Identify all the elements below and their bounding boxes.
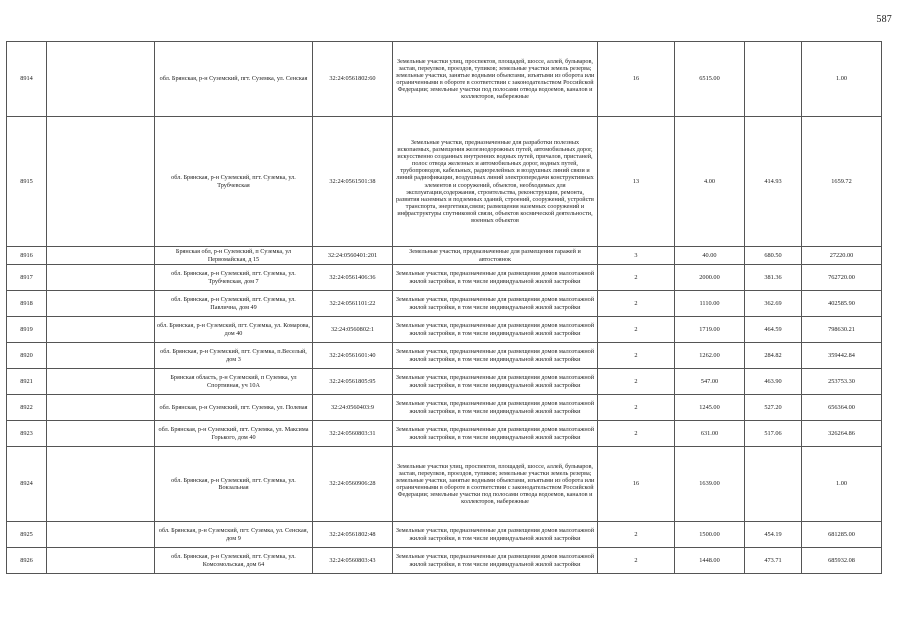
cadastral-number-cell: 32:24:0561501:38	[313, 117, 393, 247]
land-use-cell: Земельные участки, предназначенные для размещения домов малоэтажной жилой застройки, в том числе индивидуальной жилой застройки	[393, 522, 598, 548]
page-number: 587	[876, 14, 892, 25]
blank-cell	[47, 395, 155, 421]
blank-cell	[47, 548, 155, 574]
land-use-cell: Земельные участки, предназначенные для размещения домов малоэтажной жилой застройки, в том числе индивидуальной жилой застройки	[393, 265, 598, 291]
land-use-cell: Земельные участки, предназначенные для размещения гаражей и автостоянок	[393, 247, 598, 265]
blank-cell	[47, 265, 155, 291]
area-cell: 631.00	[675, 421, 745, 447]
area-cell: 1500.00	[675, 522, 745, 548]
unit-value-cell: 463.90	[745, 369, 802, 395]
address-cell: обл. Брянская, р-н Суземский, пгт. Суземка, ул. Максима Горького, дом 40	[155, 421, 313, 447]
area-cell: 4.00	[675, 117, 745, 247]
unit-value-cell: 362.69	[745, 291, 802, 317]
land-use-cell: Земельные участки, предназначенные для размещения домов малоэтажной жилой застройки, в том числе индивидуальной жилой застройки	[393, 548, 598, 574]
cadastral-value-cell: 1659.72	[802, 117, 882, 247]
table-row	[7, 395, 882, 421]
use-group-cell: 16	[598, 42, 675, 117]
cadastral-number-cell: 32:24:0560802:1	[313, 317, 393, 343]
use-group-cell: 2	[598, 291, 675, 317]
cadastral-number-cell: 32:24:0561805:95	[313, 369, 393, 395]
cadastral-number-cell: 32:24:0561802:60	[313, 42, 393, 117]
address-cell: обл. Брянская, р-н Суземский, пгт. Суземка, ул. Трубчевская	[155, 117, 313, 247]
row-id-cell: 8923	[7, 421, 47, 447]
cadastral-value-cell: 798630.21	[802, 317, 882, 343]
unit-value-cell: 381.36	[745, 265, 802, 291]
address-cell: Брянская обл, р-н Суземский, п Суземка, ул Первомайская, д 15	[155, 247, 313, 265]
unit-value-cell: 414.93	[745, 117, 802, 247]
cadastral-value-cell: 762720.00	[802, 265, 882, 291]
blank-cell	[47, 447, 155, 522]
area-cell: 1262.00	[675, 343, 745, 369]
table-row	[7, 447, 882, 522]
row-id-cell: 8925	[7, 522, 47, 548]
use-group-cell: 2	[598, 421, 675, 447]
cadastral-number-cell: 32:24:0561406:36	[313, 265, 393, 291]
unit-value-cell: 454.19	[745, 522, 802, 548]
cadastral-value-cell: 402585.90	[802, 291, 882, 317]
table-row	[7, 291, 882, 317]
blank-cell	[47, 343, 155, 369]
blank-cell	[47, 291, 155, 317]
blank-cell	[47, 369, 155, 395]
blank-cell	[47, 42, 155, 117]
table-row	[7, 117, 882, 247]
area-cell: 1245.00	[675, 395, 745, 421]
area-cell: 6515.00	[675, 42, 745, 117]
use-group-cell: 13	[598, 117, 675, 247]
address-cell: обл. Брянская, р-н Суземский, пгт. Суземка, ул. Полевая	[155, 395, 313, 421]
row-id-cell: 8917	[7, 265, 47, 291]
table-row	[7, 548, 882, 574]
use-group-cell: 2	[598, 369, 675, 395]
unit-value-cell: 284.82	[745, 343, 802, 369]
table-row	[7, 247, 882, 265]
cadastral-value-cell: 1.00	[802, 447, 882, 522]
row-id-cell: 8920	[7, 343, 47, 369]
cadastral-number-cell: 32:24:0560403:9	[313, 395, 393, 421]
area-cell: 1639.00	[675, 447, 745, 522]
cadastral-value-cell: 253753.30	[802, 369, 882, 395]
blank-cell	[47, 317, 155, 343]
address-cell: обл. Брянская, р-н Суземский, пгт. Суземка, ул. Комарова, дом 40	[155, 317, 313, 343]
land-use-cell: Земельные участки улиц, проспектов, площадей, шоссе, аллей, бульваров, застав, переулков, проездов, тупиков; земельные участки земель резерва; земельные участки, занятые водными объектами, изъятыми из оборота или ограниченными в обороте в соответствии с законодательством Российской Федерации; земельные участки под полосами отвода водоемов, каналов и коллекторов, набережные	[393, 447, 598, 522]
land-use-cell: Земельные участки, предназначенные для размещения домов малоэтажной жилой застройки, в том числе индивидуальной жилой застройки	[393, 369, 598, 395]
unit-value-cell	[745, 42, 802, 117]
use-group-cell: 2	[598, 343, 675, 369]
cadastral-number-cell: 32:24:0561802:48	[313, 522, 393, 548]
blank-cell	[47, 421, 155, 447]
unit-value-cell: 680.50	[745, 247, 802, 265]
table-row	[7, 343, 882, 369]
cadastral-number-cell: 32:24:0561101:22	[313, 291, 393, 317]
land-use-cell: Земельные участки, предназначенные для размещения домов малоэтажной жилой застройки, в том числе индивидуальной жилой застройки	[393, 317, 598, 343]
land-use-cell: Земельные участки, предназначенные для размещения домов малоэтажной жилой застройки, в том числе индивидуальной жилой застройки	[393, 343, 598, 369]
table-body	[7, 42, 882, 574]
area-cell: 1719.00	[675, 317, 745, 343]
row-id-cell: 8915	[7, 117, 47, 247]
table-row	[7, 265, 882, 291]
address-cell: обл. Брянская, р-н Суземский, пгт. Суземка, п.Веселый, дом 3	[155, 343, 313, 369]
address-cell: Брянская область, р-н Суземский, п Суземка, ул Спортивная, уч 10А	[155, 369, 313, 395]
cadastral-value-cell: 1.00	[802, 42, 882, 117]
area-cell: 547.00	[675, 369, 745, 395]
land-use-cell: Земельные участки, предназначенные для размещения домов малоэтажной жилой застройки, в том числе индивидуальной жилой застройки	[393, 395, 598, 421]
cadastral-number-cell: 32:24:0560906:28	[313, 447, 393, 522]
cadastral-number-cell: 32:24:0560401:201	[313, 247, 393, 265]
cadastral-value-table	[6, 41, 882, 574]
cadastral-value-cell: 681285.00	[802, 522, 882, 548]
row-id-cell: 8921	[7, 369, 47, 395]
cadastral-value-cell: 326264.86	[802, 421, 882, 447]
cadastral-number-cell: 32:24:0560803:31	[313, 421, 393, 447]
cadastral-number-cell: 32:24:0560803:43	[313, 548, 393, 574]
unit-value-cell: 464.59	[745, 317, 802, 343]
use-group-cell: 3	[598, 247, 675, 265]
use-group-cell: 16	[598, 447, 675, 522]
use-group-cell: 2	[598, 548, 675, 574]
cadastral-value-cell: 656364.00	[802, 395, 882, 421]
blank-cell	[47, 247, 155, 265]
address-cell: обл. Брянская, р-н Суземский, пгт. Суземка, ул. Сенская	[155, 42, 313, 117]
row-id-cell: 8916	[7, 247, 47, 265]
address-cell: обл. Брянская, р-н Суземский, пгт. Суземка, ул. Вокзальная	[155, 447, 313, 522]
address-cell: обл. Брянская, р-н Суземский, пгт. Суземка, ул. Сенская, дом 9	[155, 522, 313, 548]
area-cell: 2000.00	[675, 265, 745, 291]
table-row	[7, 317, 882, 343]
cadastral-value-cell: 359442.84	[802, 343, 882, 369]
row-id-cell: 8919	[7, 317, 47, 343]
cadastral-value-cell: 685932.08	[802, 548, 882, 574]
land-use-cell: Земельные участки, предназначенные для разработки полезных ископаемых, размещения железнодорожных путей, автомобильных дорог, искусственно созданных внутренних водных путей, причалов, пристаней, полос отвода железных и автомобильных дорог, водных путей, трубопроводов, кабельных, радиорелейных и воздушных линий связи и линий радиофикации, воздушных линий электропередачи конструктивных элементов и сооружений, объектов, необходимых для эксплуатации,содержания, строительства, реконструкции, ремонта, развития наземных и подземных зданий, строений, сооружений, устройств транспорта, энергетики,связи; размещения наземных сооружений и инфраструктуры спутниковой связи, объектов космической деятельности, военных объектов	[393, 117, 598, 247]
unit-value-cell: 473.71	[745, 548, 802, 574]
use-group-cell: 2	[598, 522, 675, 548]
row-id-cell: 8924	[7, 447, 47, 522]
cadastral-value-cell: 27220.00	[802, 247, 882, 265]
use-group-cell: 2	[598, 265, 675, 291]
land-use-cell: Земельные участки, предназначенные для размещения домов малоэтажной жилой застройки, в том числе индивидуальной жилой застройки	[393, 291, 598, 317]
cadastral-number-cell: 32:24:0561601:40	[313, 343, 393, 369]
area-cell: 40.00	[675, 247, 745, 265]
table-row	[7, 522, 882, 548]
land-use-cell: Земельные участки улиц, проспектов, площадей, шоссе, аллей, бульваров, застав, переулков, проездов, тупиков; земельные участки земель резерва; земельные участки, занятые водными объектами, изъятыми из оборота или ограниченными в обороте в соответствии с законодательством Российской Федерации; земельные участки под полосами отвода водоемов, каналов и коллекторов, набережные	[393, 42, 598, 117]
use-group-cell: 2	[598, 395, 675, 421]
address-cell: обл. Брянская, р-н Суземский, пгт. Суземка, ул. Комсомольская, дом 64	[155, 548, 313, 574]
land-use-cell: Земельные участки, предназначенные для размещения домов малоэтажной жилой застройки, в том числе индивидуальной жилой застройки	[393, 421, 598, 447]
table-row	[7, 421, 882, 447]
unit-value-cell: 517.06	[745, 421, 802, 447]
address-cell: обл. Брянская, р-н Суземский, пгт. Суземка, ул. Павлична, дом 49	[155, 291, 313, 317]
area-cell: 1448.00	[675, 548, 745, 574]
unit-value-cell: 527.20	[745, 395, 802, 421]
row-id-cell: 8914	[7, 42, 47, 117]
use-group-cell: 2	[598, 317, 675, 343]
row-id-cell: 8926	[7, 548, 47, 574]
row-id-cell: 8918	[7, 291, 47, 317]
blank-cell	[47, 117, 155, 247]
unit-value-cell	[745, 447, 802, 522]
row-id-cell: 8922	[7, 395, 47, 421]
table-row	[7, 369, 882, 395]
area-cell: 1110.00	[675, 291, 745, 317]
table-row	[7, 42, 882, 117]
address-cell: обл. Брянская, р-н Суземский, пгт. Суземка, ул. Трубчевская, дом 7	[155, 265, 313, 291]
blank-cell	[47, 522, 155, 548]
